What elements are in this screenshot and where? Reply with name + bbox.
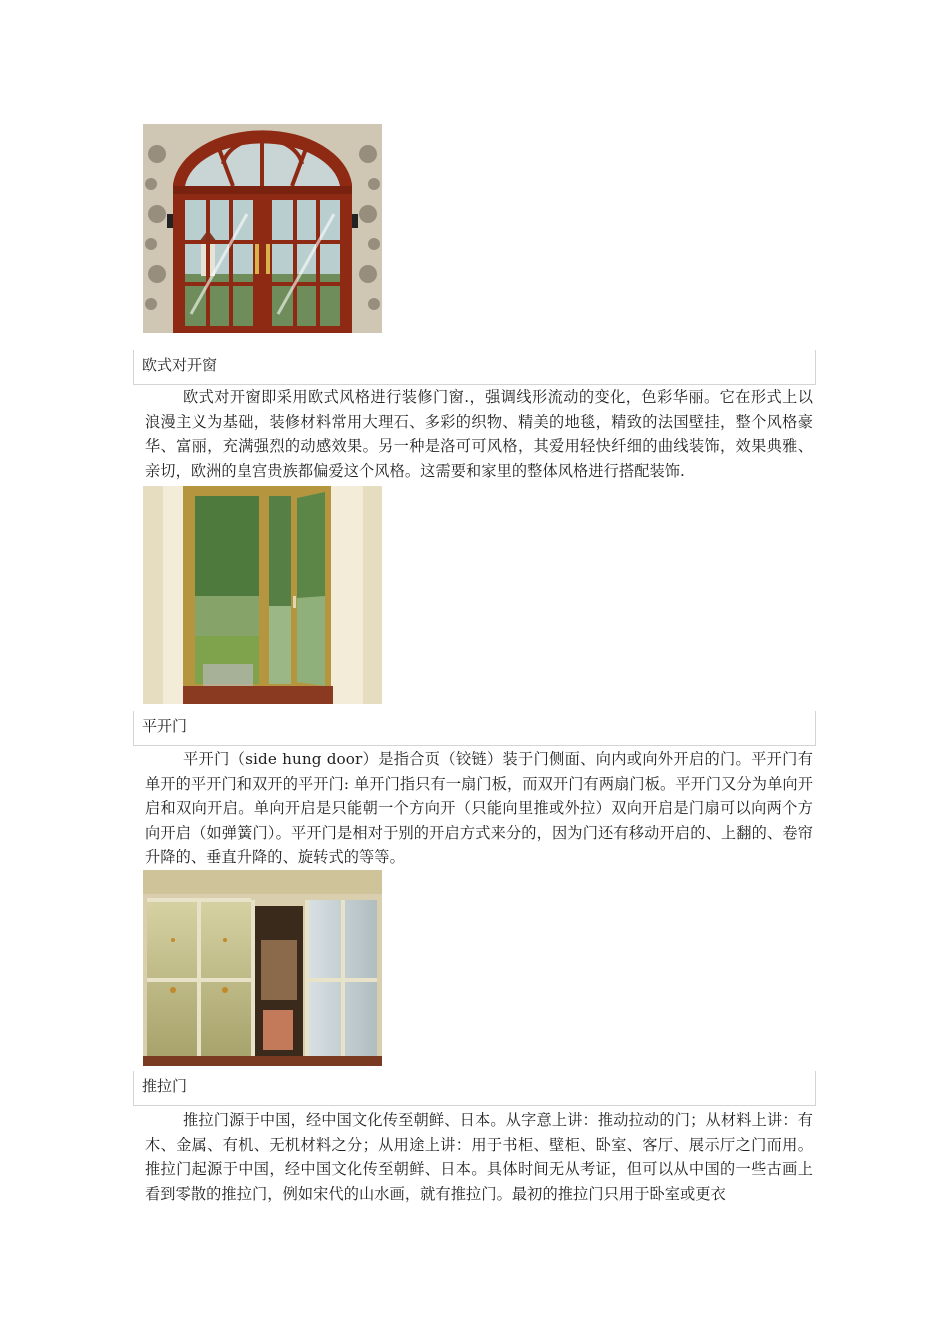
caption-side-hung-door [133, 711, 816, 746]
paragraph-side-hung-door: 平开门（side hung door）是指合页（铰链）装于门侧面、向内或向外开启的门。平开门有单开的平开门和双开的平开门: 单开门指只有一扇门板，而双开门有两扇门板。平开门又分为单向开启和双向开启。单向开启是只能朝一个方向开（只能向里推或外拉）双向开启是门扇可以向两个方向开启（如弹簧门）。平开门是相对于别的开启方式来分的，因为门还有移动开启的、上翻的、卷帘升降的、垂直升降的、旋转式的等等。 [145, 750, 813, 867]
paragraph-european-casement-window: 欧式对开窗即采用欧式风格进行装修门窗.，强调线形流动的变化，色彩华丽。它在形式上以浪漫主义为基础，装修材料常用大理石、多彩的织物、精美的地毯，精致的法国壁挂，整个风格豪华、富丽，充满强烈的动感效果。另一种是洛可可风格，其爱用轻快纤细的曲线装饰，效果典雅、亲切，欧洲的皇宫贵族都偏爱这个风格。这需要和家里的整体风格进行搭配装饰. [145, 388, 813, 480]
paragraph-sliding-door: 推拉门源于中国，经中国文化传至朝鲜、日本。从字意上讲：推动拉动的门；从材料上讲：有木、金属、有机、无机材料之分；从用途上讲：用于书柜、壁柜、卧室、客厅、展示厅之门而用。推拉门起源于中国，经中国文化传至朝鲜、日本。具体时间无从考证，但可以从中国的一些古画上看到零散的推拉门，例如宋代的山水画，就有推拉门。最初的推拉门只用于卧室或更衣 [145, 1111, 813, 1203]
caption-sliding-door [133, 1071, 816, 1106]
caption-text: 平开门 [142, 717, 188, 735]
caption-text: 欧式对开窗 [142, 356, 218, 374]
european-casement-window-photo [143, 124, 382, 333]
side-hung-door-photo [143, 486, 382, 704]
caption-text: 推拉门 [142, 1077, 188, 1095]
caption-european-casement-window [133, 350, 816, 385]
sliding-door-photo [143, 870, 382, 1066]
